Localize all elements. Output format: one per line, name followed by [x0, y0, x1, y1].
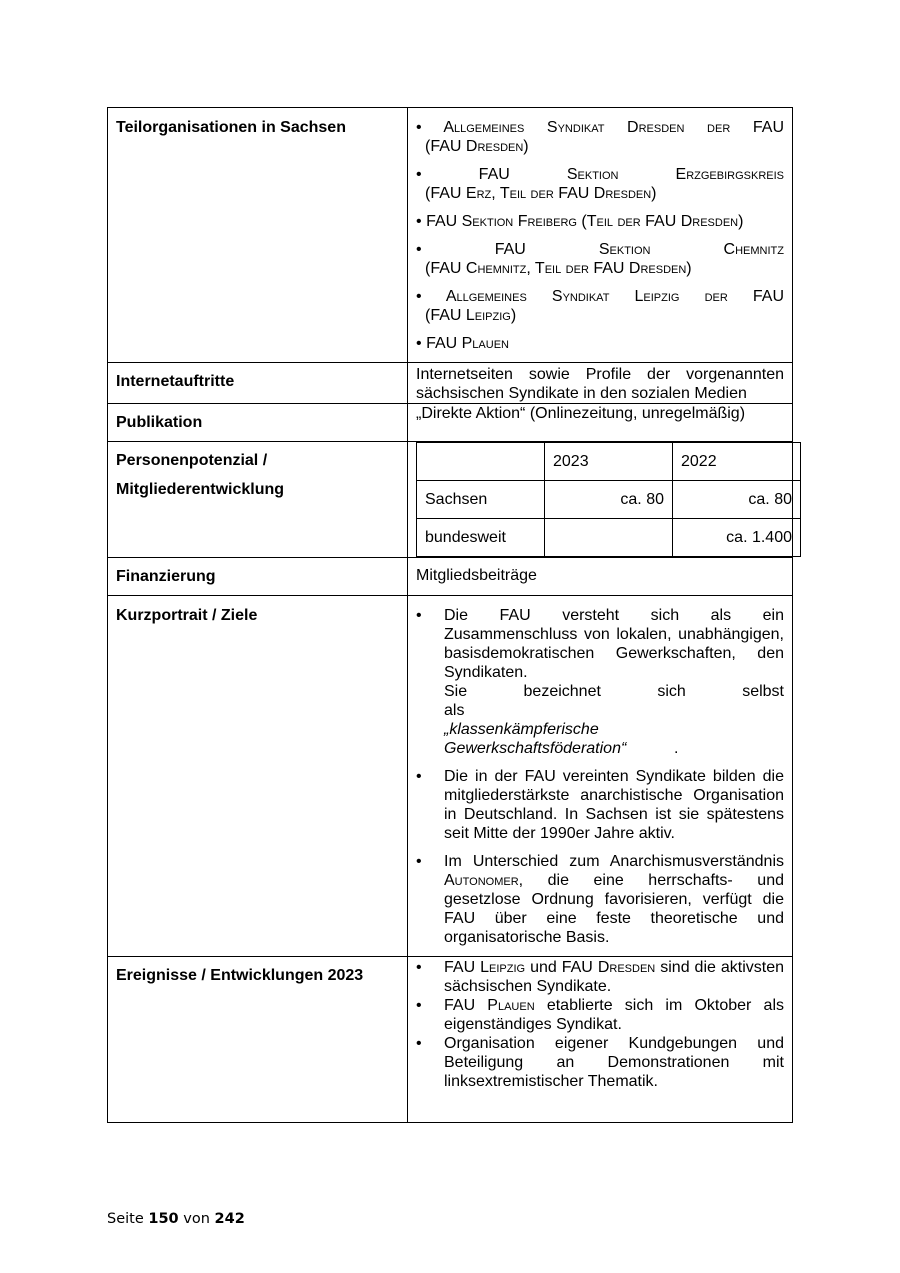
kurzportrait-list [408, 596, 793, 957]
list-item: • Organisation eigener Kundgebungen und Beteiligung an Demonstrationen mit linksextremistischer Thematik. [416, 1034, 784, 1091]
label-teilorganisationen: Teilorganisationen in Sachsen [108, 108, 408, 363]
table-header-cell: 2023 [545, 443, 673, 481]
teilorganisationen-list [408, 108, 793, 363]
table-cell: ca. 80 [545, 481, 673, 519]
row-ereignisse [108, 957, 793, 1123]
personenpotenzial-cell [408, 442, 793, 558]
current-page-number: 150 [148, 1211, 179, 1227]
list-item: • FAU Plauen etablierte sich im Oktober als eigenständiges Syndikat. [416, 996, 784, 1034]
table-cell: ca. 80 [673, 481, 801, 519]
org-item: • Allgemeines Syndikat Leipzig der FAU (FAU Leipzig) [416, 288, 785, 324]
org-item: • Allgemeines Syndikat Dresden der FAU (FAU Dresden) [416, 119, 785, 155]
table-cell [545, 519, 673, 557]
label-finanzierung: Finanzierung [108, 558, 408, 596]
mitglieder-table [416, 442, 801, 557]
org-item: • FAU Sektion Erzgebirgskreis (FAU Erz, Teil der FAU Dresden) [416, 166, 784, 202]
publikation-text: „Direkte Aktion“ (Onlinezeitung, unregelmäßig) [408, 404, 793, 442]
table-cell: Sachsen [417, 481, 545, 519]
table-header-row [417, 443, 801, 481]
finanzierung-text: Mitgliedsbeiträge [408, 558, 793, 596]
table-cell: bundesweit [417, 519, 545, 557]
row-publikation [108, 404, 793, 442]
table-row [417, 519, 801, 557]
row-teilorganisationen [108, 108, 793, 363]
fau-profile-table [107, 107, 793, 1123]
label-internetauftritte: Internetauftritte [108, 363, 408, 404]
row-personenpotenzial [108, 442, 793, 558]
table-header-cell [417, 443, 545, 481]
label-kurzportrait: Kurzportrait / Ziele [108, 596, 408, 957]
page-footer: Seite 150 von 242 [107, 1211, 245, 1227]
label-personenpotenzial: Personenpotenzial / Mitgliederentwicklung [108, 442, 408, 558]
list-item: • Die in der FAU vereinten Syndikate bilden die mitgliederstärkste anarchistische Organisation in Deutschland. In Sachsen ist sie spätestens seit Mitte der 1990er Jahre aktiv. [416, 767, 784, 843]
org-item: • FAU Plauen [416, 335, 509, 352]
internetauftritte-text: Internetseiten sowie Profile der vorgenannten sächsischen Syndikate in den sozialen Medien [408, 363, 793, 404]
table-header-cell: 2022 [673, 443, 801, 481]
total-page-count: 242 [214, 1211, 245, 1227]
list-item: • Im Unterschied zum Anarchismusverständnis Autonomer, die eine herrschafts- und gesetzlose Ordnung favorisieren, verfügt die FAU über eine feste theoretische und organisatorische Basis. [416, 852, 784, 947]
table-cell: ca. 1.400 [673, 519, 801, 557]
list-item: • Die FAU versteht sich als ein Zusammenschluss von lokalen, unabhängigen, basisdemokratischen Gewerkschaften, den Syndikaten. Sie bezeichnet sich selbst als „klassenkämpferische Gewerkschaftsföderation“ . [416, 606, 784, 758]
org-item: • FAU Sektion Chemnitz (FAU Chemnitz, Teil der FAU Dresden) [416, 241, 784, 277]
row-finanzierung [108, 558, 793, 596]
table-row [417, 481, 801, 519]
list-item: • FAU Leipzig und FAU Dresden sind die aktivsten sächsischen Syndikate. [416, 958, 784, 996]
org-item: • FAU Sektion Freiberg (Teil der FAU Dresden) [416, 213, 744, 230]
row-internetauftritte [108, 363, 793, 404]
row-kurzportrait [108, 596, 793, 957]
ereignisse-list [408, 957, 793, 1123]
label-publikation: Publikation [108, 404, 408, 442]
label-ereignisse: Ereignisse / Entwicklungen 2023 [108, 957, 408, 1123]
